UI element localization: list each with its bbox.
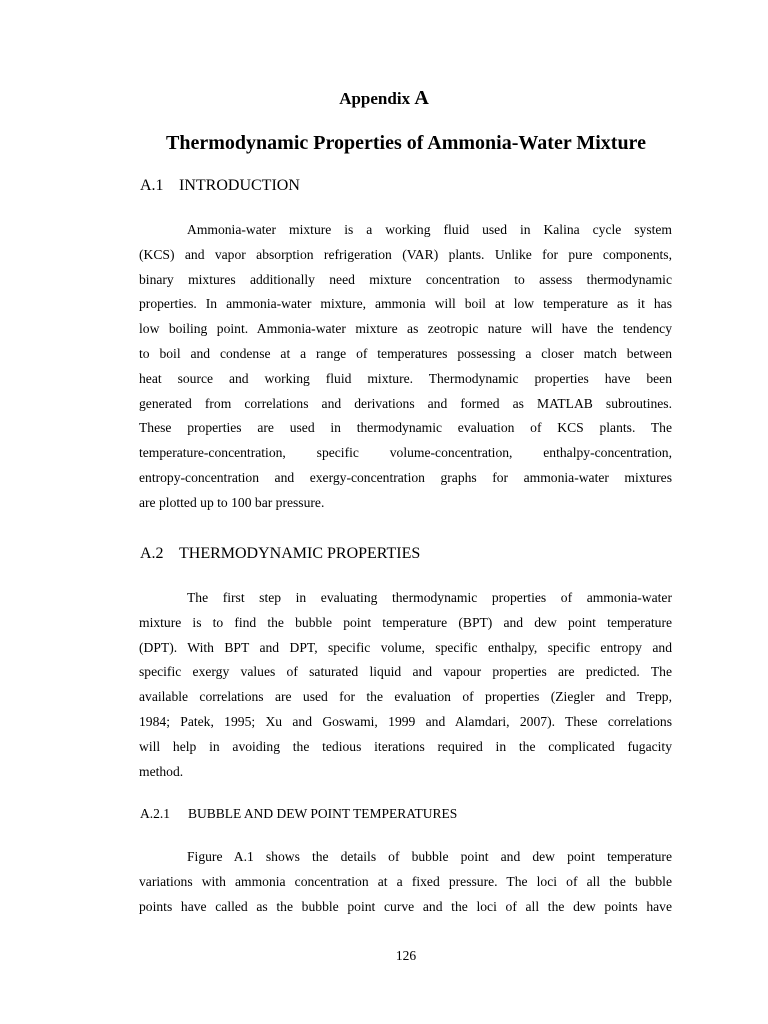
section-title: THERMODYNAMIC PROPERTIES (179, 545, 421, 562)
paragraph-line: specific exergy values of saturated liquid and vapour properties are predicted. The (139, 664, 672, 680)
section-number: A.1 (140, 177, 164, 194)
paragraph-line: available correlations are used for the evaluation of properties (Ziegler and Trepp, (139, 689, 672, 705)
appendix-word: Appendix (339, 89, 411, 108)
paragraph-line: (DPT). With BPT and DPT, specific volume, specific enthalpy, specific entropy and (139, 639, 672, 655)
paragraph-bubble-dew-point (139, 845, 672, 919)
subsection-title: BUBBLE AND DEW POINT TEMPERATURES (188, 806, 458, 821)
paragraph-line: heat source and working fluid mixture. Thermodynamic properties have been (139, 370, 672, 386)
paragraph-thermodynamic-properties (139, 586, 672, 784)
paragraph-line: 1984; Patek, 1995; Xu and Goswami, 1999 and Alamdari, 2007). These correlations (139, 713, 672, 729)
document-title: Thermodynamic Properties of Ammonia-Water Mixture (166, 132, 646, 154)
paragraph-line: method. (139, 763, 184, 779)
paragraph-line: Ammonia-water mixture is a working fluid used in Kalina cycle system (187, 222, 672, 237)
paragraph-line: mixture is to find the bubble point temperature (BPT) and dew point temperature (139, 614, 672, 630)
paragraph-line: are plotted up to 100 bar pressure. (139, 494, 325, 510)
section-number: A.2 (140, 545, 164, 562)
subsection-heading-bubble-dew-point (140, 804, 457, 824)
paragraph-line: points have called as the bubble point curve and the loci of all the dew points have (139, 898, 672, 914)
section-title: INTRODUCTION (179, 177, 300, 194)
paragraph-line: binary mixtures additionally need mixture concentration to assess thermodynamic (139, 271, 672, 287)
paragraph-line: (KCS) and vapor absorption refrigeration (VAR) plants. Unlike for pure components, (139, 246, 672, 262)
paragraph-line: Figure A.1 shows the details of bubble point and dew point temperature (187, 849, 672, 864)
paragraph-introduction (139, 218, 672, 516)
subsection-number: A.2.1 (140, 806, 170, 821)
paragraph-line: entropy-concentration and exergy-concentration graphs for ammonia-water mixtures (139, 469, 672, 485)
paragraph-line: temperature-concentration, specific volume-concentration, enthalpy-concentration, (139, 445, 672, 461)
paragraph-line: The first step in evaluating thermodynamic properties of ammonia-water (187, 590, 672, 605)
paragraph-line: These properties are used in thermodynamic evaluation of KCS plants. The (139, 420, 672, 436)
appendix-label (0, 86, 768, 111)
paragraph-line: low boiling point. Ammonia-water mixture as zeotropic nature will have the tendency (139, 321, 672, 337)
appendix-letter: A (414, 87, 429, 109)
paragraph-line: variations with ammonia concentration at a fixed pressure. The loci of all the bubble (139, 873, 672, 889)
paragraph-line: properties. In ammonia-water mixture, ammonia will boil at low temperature as it has (139, 296, 672, 312)
paragraph-line: to boil and condense at a range of temperatures possessing a closer match between (139, 345, 672, 361)
paragraph-line: generated from correlations and derivations and formed as MATLAB subroutines. (139, 395, 672, 411)
page-number: 126 (395, 948, 417, 963)
section-heading-thermodynamic-properties (140, 543, 420, 565)
paragraph-line: will help in avoiding the tedious iterations required in the complicated fugacity (139, 738, 672, 754)
section-heading-introduction (140, 175, 300, 197)
